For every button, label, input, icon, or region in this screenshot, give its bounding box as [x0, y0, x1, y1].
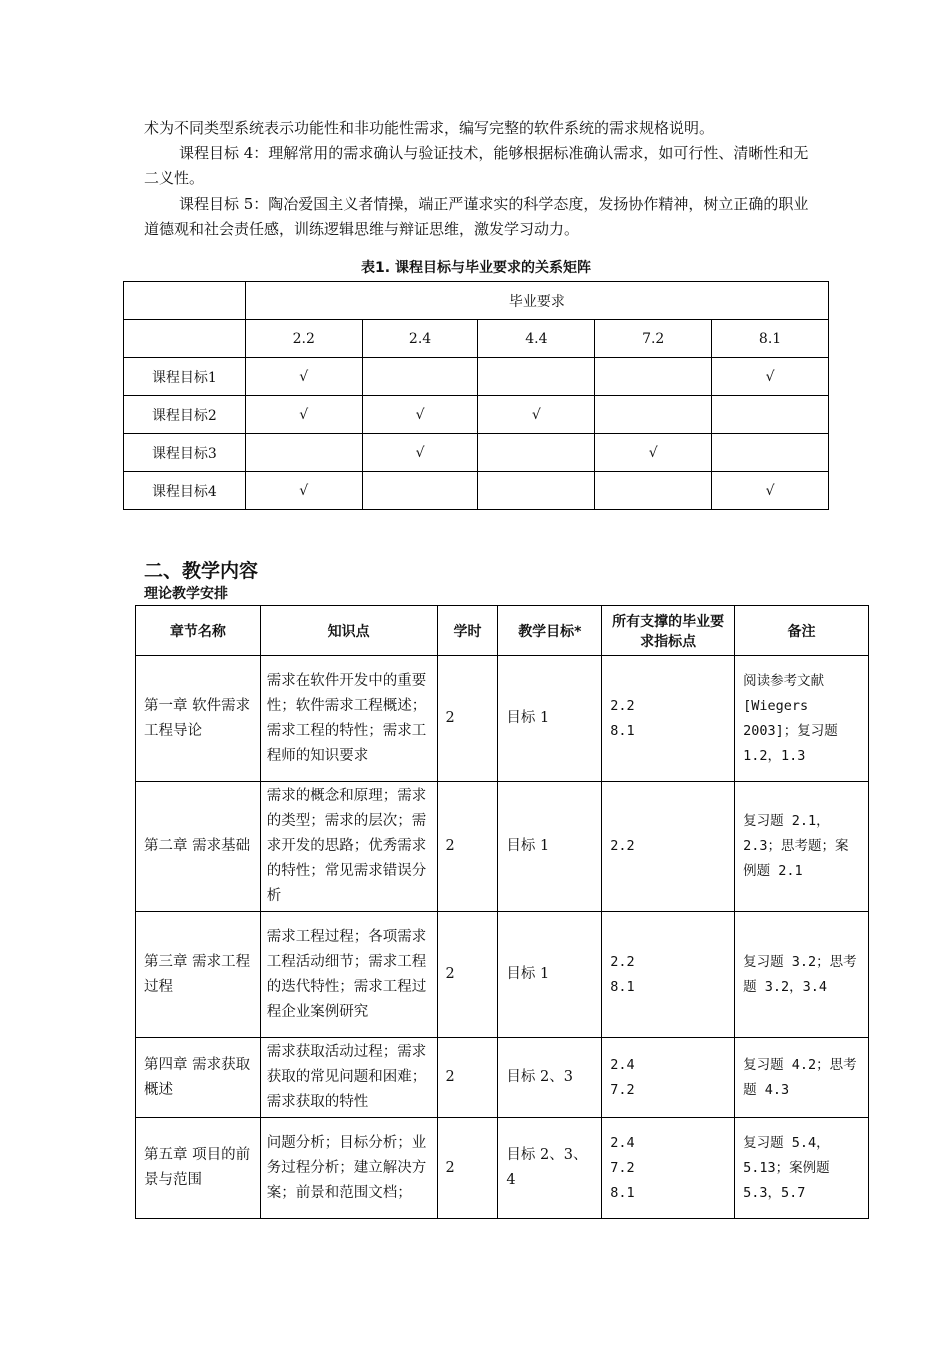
- requirement-indicators: 2.2: [602, 782, 735, 912]
- notes: 阅读参考文献[Wiegers 2003]；复习题 1.2，1.3: [735, 656, 869, 782]
- chapter-name: 第四章 需求获取概述: [136, 1038, 261, 1118]
- matrix-cell: [478, 434, 595, 472]
- schedule-header-knowledge: 知识点: [260, 606, 437, 656]
- matrix-cell: [712, 396, 829, 434]
- matrix-corner-cell: [124, 320, 246, 358]
- table1-caption: 表1. 课程目标与毕业要求的关系矩阵: [361, 260, 591, 276]
- knowledge-points: 需求在软件开发中的重要性；软件需求工程概述；需求工程的特性；需求工程师的知识要求: [260, 656, 437, 782]
- chapter-name: 第五章 项目的前景与范围: [136, 1118, 261, 1219]
- notes: 复习题 4.2；思考题 4.3: [735, 1038, 869, 1118]
- matrix-column-header: 4.4: [478, 320, 595, 358]
- matrix-corner-cell: [124, 282, 246, 320]
- class-hours: 2: [437, 912, 498, 1038]
- notes: 复习题 3.2；思考题 3.2，3.4: [735, 912, 869, 1038]
- matrix-cell: [595, 472, 712, 510]
- matrix-cell: √: [245, 358, 362, 396]
- teaching-schedule-table: [135, 605, 869, 1219]
- knowledge-points: 需求获取活动过程；需求获取的常见问题和困难；需求获取的特性: [260, 1038, 437, 1118]
- schedule-header-indicators: 所有支撑的毕业要求指标点: [602, 606, 735, 656]
- matrix-row: [124, 396, 829, 434]
- matrix-cell: √: [712, 472, 829, 510]
- schedule-header-notes: 备注: [735, 606, 869, 656]
- matrix-cell: √: [362, 434, 478, 472]
- matrix-cell: √: [478, 396, 595, 434]
- matrix-cell: [362, 472, 478, 510]
- class-hours: 2: [437, 1038, 498, 1118]
- matrix-cell: [595, 396, 712, 434]
- matrix-row-label: 课程目标2: [124, 396, 246, 434]
- class-hours: 2: [437, 782, 498, 912]
- chapter-name: 第二章 需求基础: [136, 782, 261, 912]
- matrix-cell: [478, 358, 595, 396]
- section-subheading: 理论教学安排: [144, 586, 228, 602]
- teaching-goal: 目标 2、3: [498, 1038, 602, 1118]
- teaching-goal: 目标 2、3、4: [498, 1118, 602, 1219]
- intro-paragraph-continuation: 术为不同类型系统表示功能性和非功能性需求，编写完整的软件系统的需求规格说明。: [144, 119, 715, 137]
- chapter-name: 第一章 软件需求工程导论: [136, 656, 261, 782]
- course-goal-4-paragraph: 课程目标 4：理解常用的需求确认与验证技术，能够根据标准确认需求，如可行性、清晰性和无二义性。: [144, 144, 809, 187]
- class-hours: 2: [437, 1118, 498, 1219]
- matrix-cell: √: [245, 396, 362, 434]
- requirement-indicators: 2.2 8.1: [602, 912, 735, 1038]
- matrix-group-header: 毕业要求: [245, 282, 828, 320]
- schedule-row: [136, 782, 869, 912]
- matrix-cell: [245, 434, 362, 472]
- schedule-row: [136, 1118, 869, 1219]
- teaching-goal: 目标 1: [498, 912, 602, 1038]
- teaching-goal: 目标 1: [498, 656, 602, 782]
- teaching-goal: 目标 1: [498, 782, 602, 912]
- notes: 复习题 2.1，2.3；思考题；案例题 2.1: [735, 782, 869, 912]
- schedule-header-goal: 教学目标*: [498, 606, 602, 656]
- matrix-cell: √: [245, 472, 362, 510]
- matrix-column-header: 2.2: [245, 320, 362, 358]
- matrix-cell: [478, 472, 595, 510]
- class-hours: 2: [437, 656, 498, 782]
- schedule-row: [136, 1038, 869, 1118]
- schedule-row: [136, 912, 869, 1038]
- matrix-row-label: 课程目标4: [124, 472, 246, 510]
- requirement-indicators: 2.4 7.2: [602, 1038, 735, 1118]
- knowledge-points: 需求工程过程；各项需求工程活动细节；需求工程的迭代特性；需求工程过程企业案例研究: [260, 912, 437, 1038]
- schedule-header-chapter: 章节名称: [136, 606, 261, 656]
- matrix-row: [124, 472, 829, 510]
- notes: 复习题 5.4，5.13；案例题 5.3，5.7: [735, 1118, 869, 1219]
- matrix-cell: [712, 434, 829, 472]
- matrix-row: [124, 358, 829, 396]
- schedule-header-hours: 学时: [437, 606, 498, 656]
- matrix-row-label: 课程目标3: [124, 434, 246, 472]
- matrix-row-label: 课程目标1: [124, 358, 246, 396]
- course-goal-5-paragraph: 课程目标 5：陶冶爱国主义者情操，端正严谨求实的科学态度，发扬协作精神，树立正确的职业道德观和社会责任感，训练逻辑思维与辩证思维，激发学习动力。: [144, 195, 809, 238]
- matrix-column-header: 7.2: [595, 320, 712, 358]
- requirement-indicators: 2.4 7.2 8.1: [602, 1118, 735, 1219]
- requirement-indicators: 2.2 8.1: [602, 656, 735, 782]
- matrix-cell: √: [362, 396, 478, 434]
- knowledge-points: 问题分析；目标分析；业务过程分析；建立解决方案；前景和范围文档；: [260, 1118, 437, 1219]
- schedule-header-row: [136, 606, 869, 656]
- matrix-cell: [595, 358, 712, 396]
- matrix-group-header-row: [124, 282, 829, 320]
- matrix-column-header-row: [124, 320, 829, 358]
- schedule-row: [136, 656, 869, 782]
- matrix-cell: √: [595, 434, 712, 472]
- matrix-row: [124, 434, 829, 472]
- matrix-cell: [362, 358, 478, 396]
- matrix-column-header: 2.4: [362, 320, 478, 358]
- section-heading: 二、教学内容: [144, 560, 259, 582]
- goal-requirement-matrix: [123, 281, 829, 510]
- matrix-column-header: 8.1: [712, 320, 829, 358]
- knowledge-points: 需求的概念和原理；需求的类型；需求的层次；需求开发的思路；优秀需求的特性；常见需求错误分析: [260, 782, 437, 912]
- matrix-cell: √: [712, 358, 829, 396]
- chapter-name: 第三章 需求工程过程: [136, 912, 261, 1038]
